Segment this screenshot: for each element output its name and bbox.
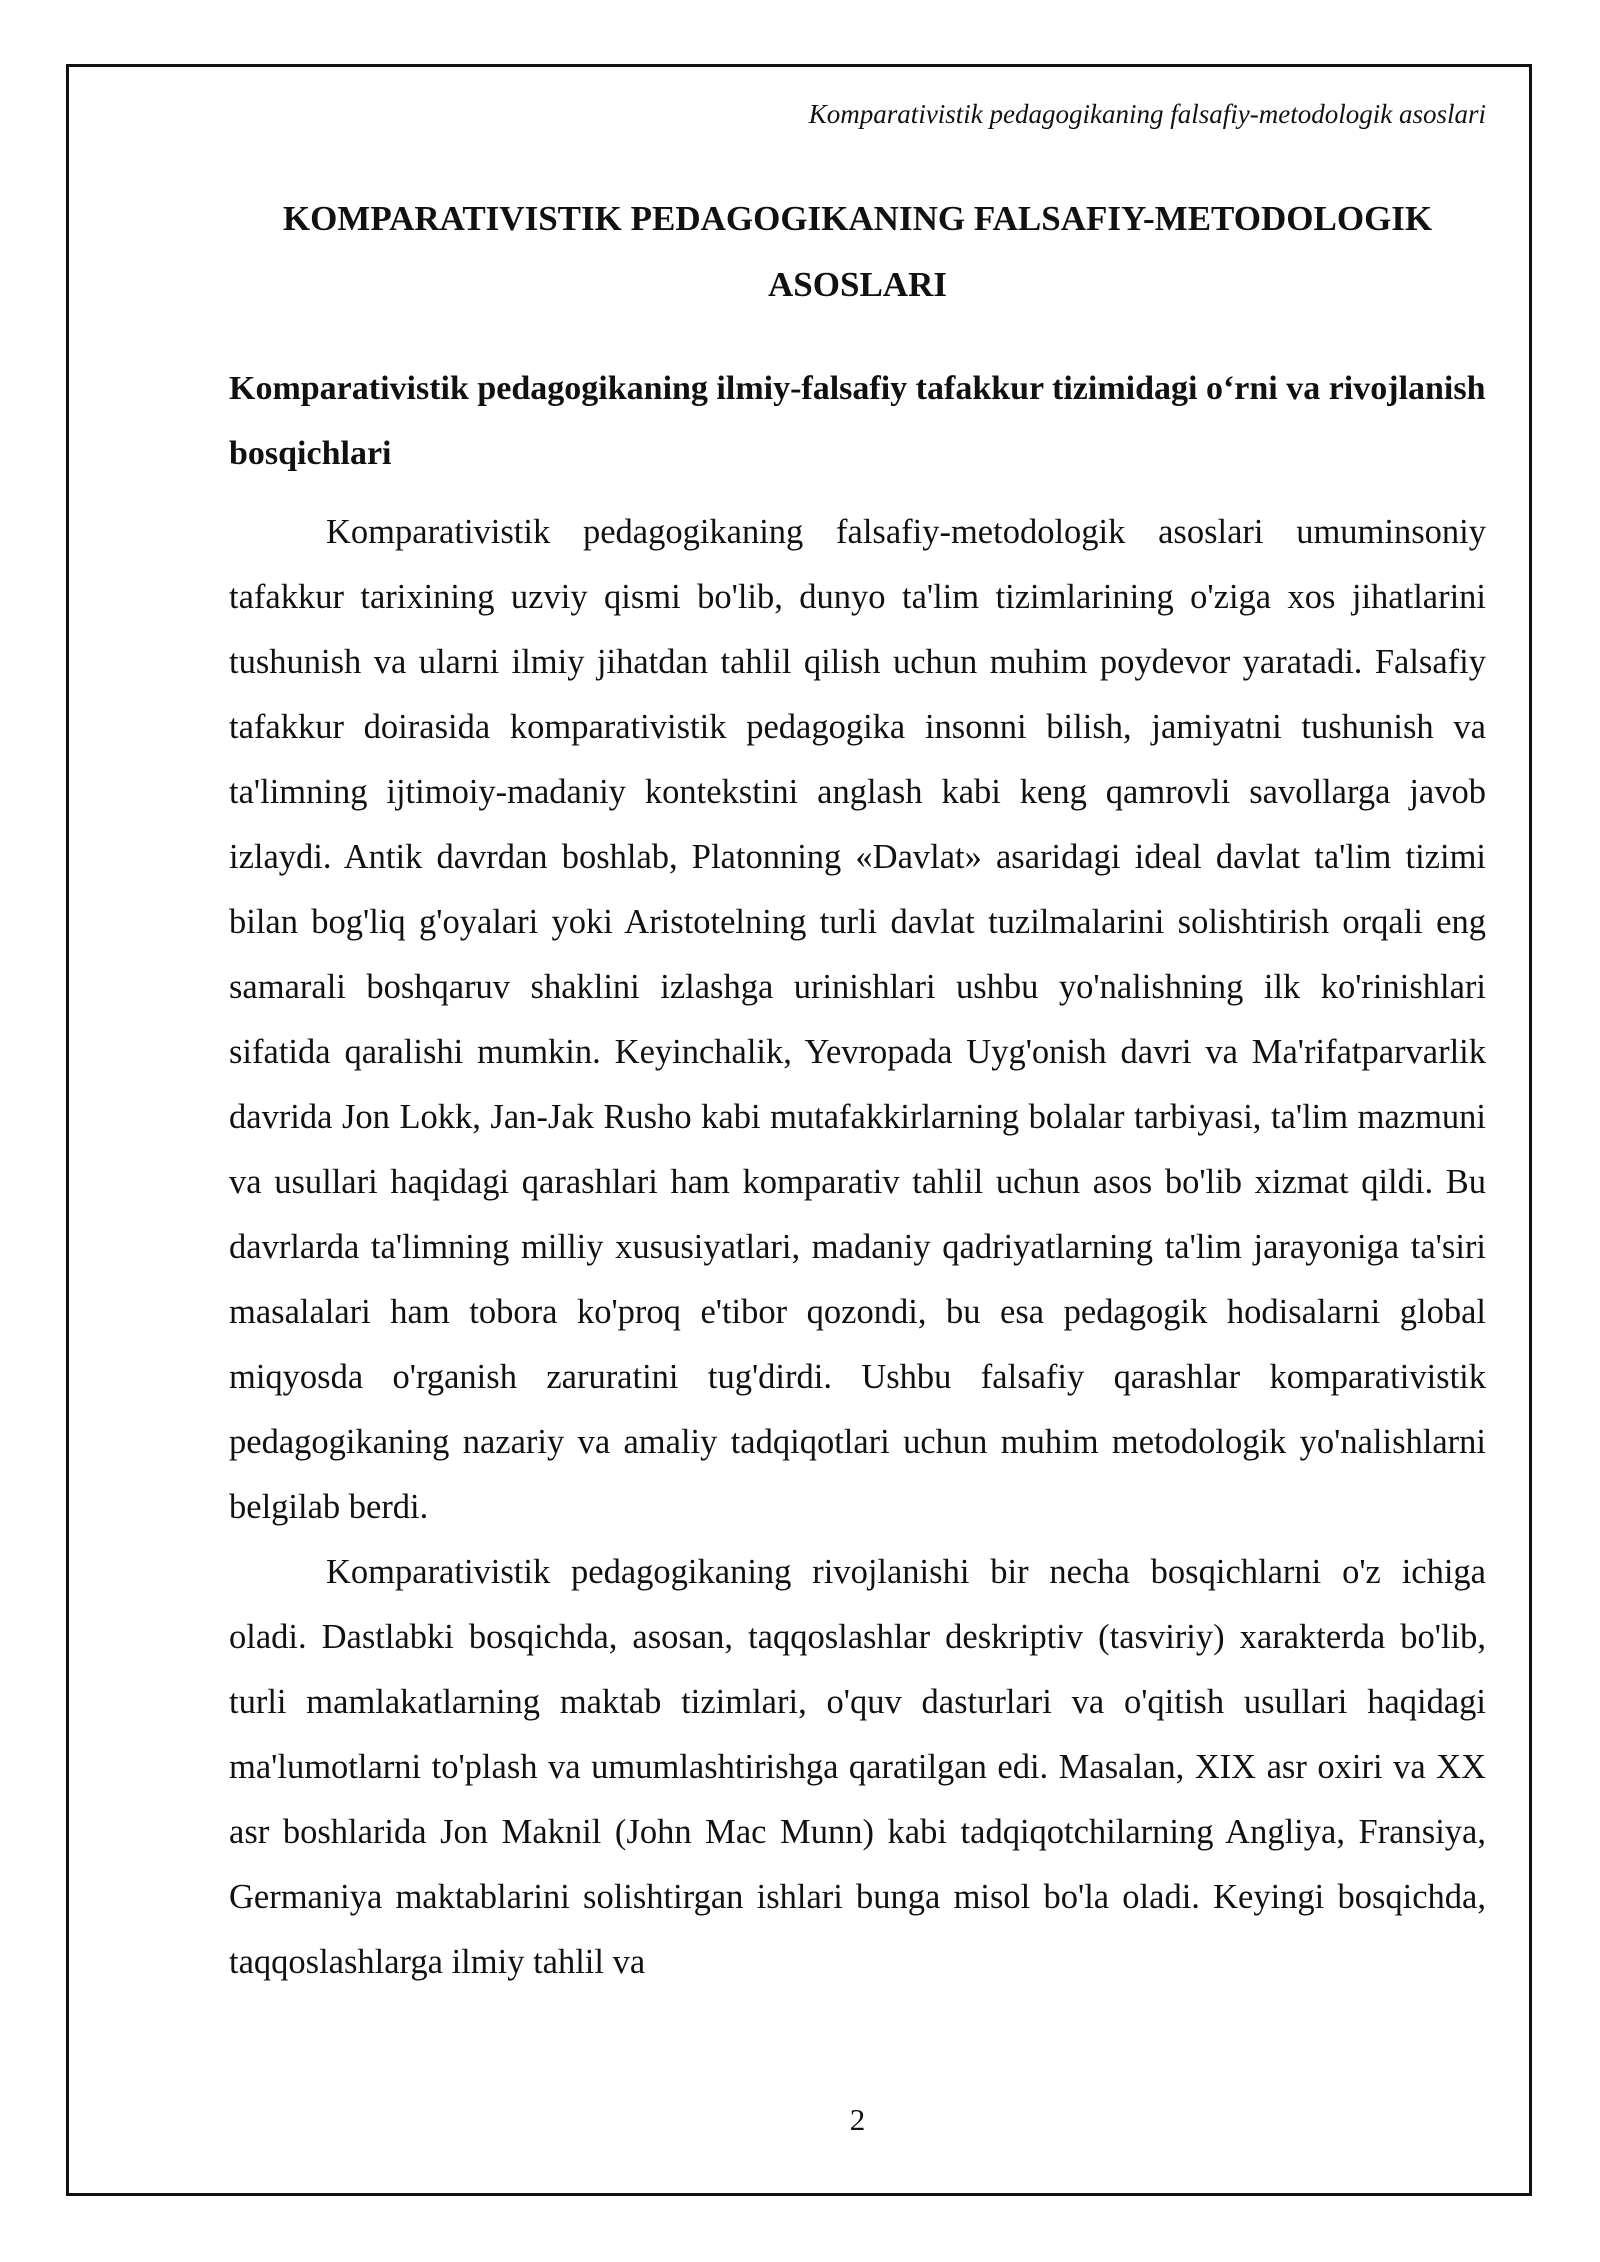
paragraph: Komparativistik pedagogikaning rivojlanishi bir necha bosqichlarni o'z ichiga oladi. Dastlabki bosqichda, asosan, taqqoslashlar deskriptiv (tasviriy) xarakterda bo'lib, turli mamlakatlarning maktab tizimlari, o'quv dasturlari va o'qitish usullari haqidagi ma'lumotlarni to'plash va umumlashtirishga qaratilgan edi. Masalan, XIX asr oxiri va XX asr boshlarida Jon Maknil (John Mac Munn) kabi tadqiqotchilarning Angliya, Fransiya, Germaniya maktablarini solishtirgan ishlari bunga misol bo'la oladi. Keyingi bosqichda, taqqoslashlarga ilmiy tahlil va xyxy=(229,1553,1486,1981)
page-number: 2 xyxy=(849,2102,866,2137)
section-subtitle: Komparativistik pedagogikaning ilmiy-falsafiy tafakkur tizimidagi o‘rni va rivojlanish bosqichlari xyxy=(229,370,1486,472)
running-header: Komparativistik pedagogikaning falsafiy-metodologik asoslari xyxy=(808,99,1486,129)
document-title: KOMPARATIVISTIK PEDAGOGIKANING FALSAFIY-METODOLOGIK ASOSLARI xyxy=(282,199,1433,304)
paragraph: Komparativistik pedagogikaning falsafiy-metodologik asoslari umuminsoniy tafakkur tarixining uzviy qismi bo'lib, dunyo ta'lim tizimlarining o'ziga xos jihatlarini tushunish va ularni ilmiy jihatdan tahlil qilish uchun muhim poydevor yaratadi. Falsafiy tafakkur doirasida komparativistik pedagogika insonni bilish, jamiyatni tushunish va ta'limning ijtimoiy-madaniy kontekstini anglash kabi keng qamrovli savollarga javob izlaydi. Antik davrdan boshlab, Platonning «Davlat» asaridagi ideal davlat ta'lim tizimi bilan bog'liq g'oyalari yoki Aristotelning turli davlat tuzilmalarini solishtirish orqali eng samarali boshqaruv shaklini izlashga urinishlari ushbu yo'nalishning ilk ko'rinishlari sifatida qaralishi mumkin. Keyinchalik, Yevropada Uyg'onish davri va Ma'rifatparvarlik davrida Jon Lokk, Jan-Jak Rusho kabi mutafakkirlarning bolalar tarbiyasi, ta'lim mazmuni va usullari haqidagi qarashlari ham komparativ tahlil uchun asos bo'lib xizmat qildi. Bu davrlarda ta'limning milliy xususiyatlari, madaniy qadriyatlarning ta'lim jarayoniga ta'siri masalalari ham tobora ko'proq e'tibor qozondi, bu esa pedagogik hodisalarni global miqyosda o'rganish zaruratini tug'dirdi. Ushbu falsafiy qarashlar komparativistik pedagogikaning nazariy va amaliy tadqiqotlari uchun muhim metodologik yo'nalishlarni belgilab berdi. xyxy=(229,513,1486,1526)
body-text xyxy=(229,500,1486,1995)
